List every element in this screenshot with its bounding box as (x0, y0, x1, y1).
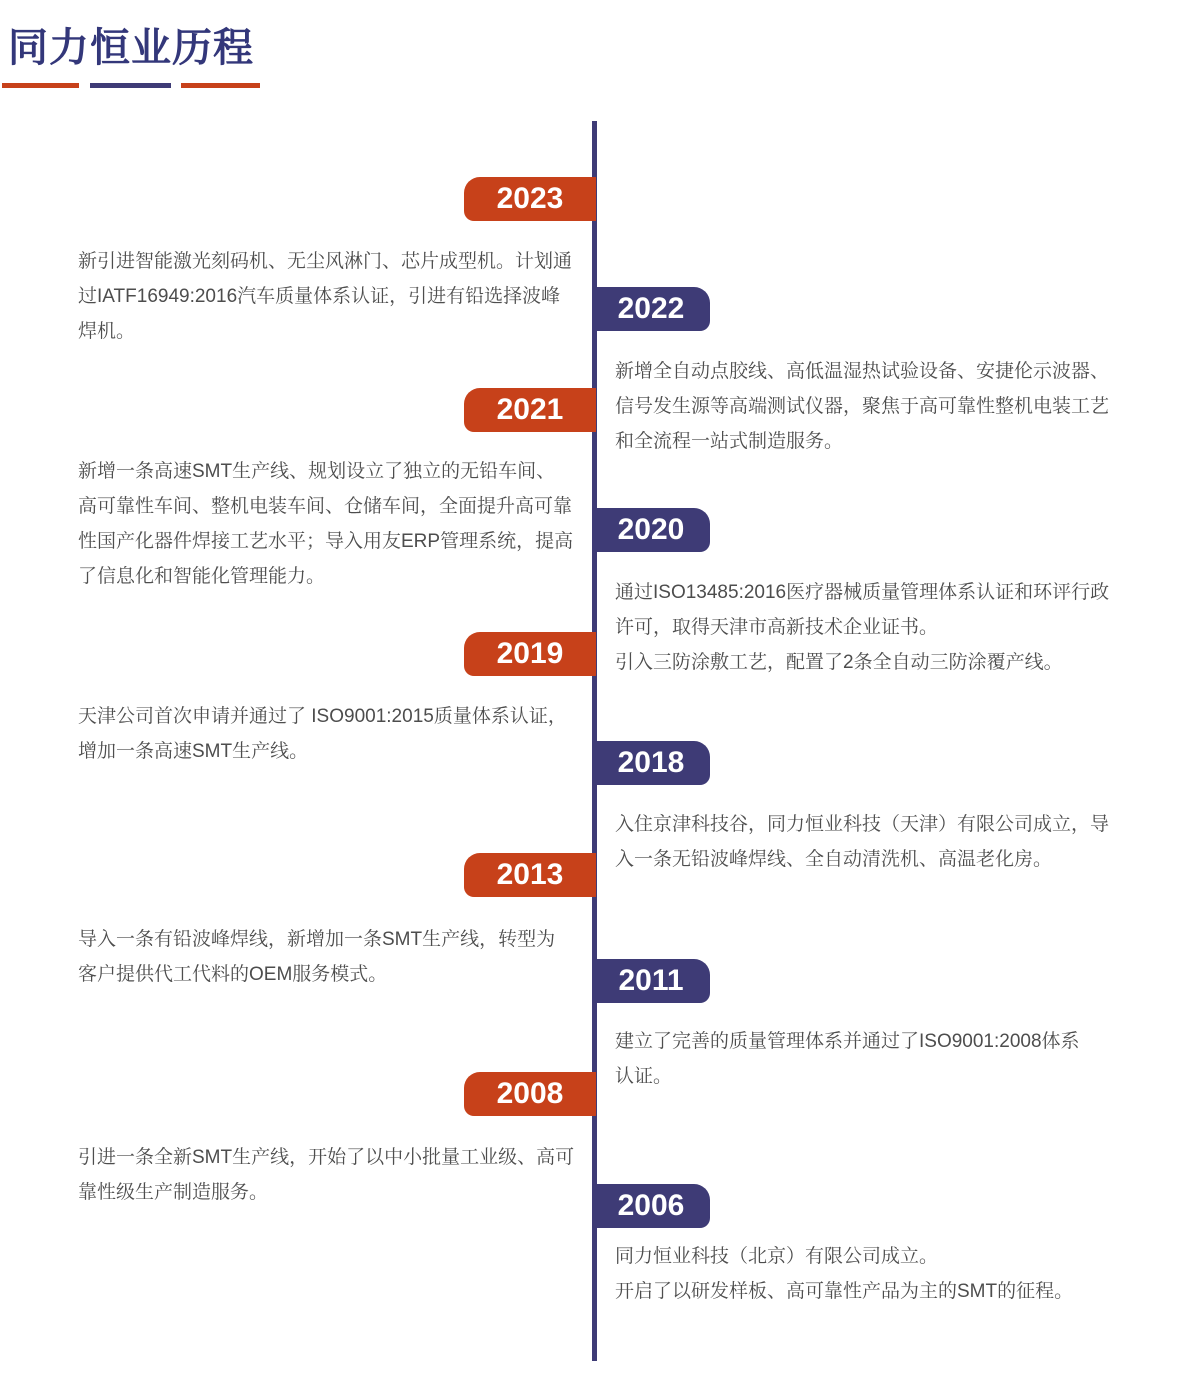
milestone-line: 新引进智能激光刻码机、无尘风淋门、芯片成型机。计划通 (78, 251, 573, 272)
title-underline-segment (2, 83, 79, 88)
milestone-text-2018 (615, 807, 1109, 877)
milestone-line: 入一条无铅波峰焊线、全自动清洗机、高温老化房。 (615, 849, 1053, 870)
milestone-line: 同力恒业科技（北京）有限公司成立。 (615, 1246, 939, 1267)
milestone-text-2011 (615, 1024, 1080, 1094)
milestone-line: 新增一条高速SMT生产线、规划设立了独立的无铅车间、 (78, 461, 556, 482)
milestone-line: 焊机。 (78, 321, 136, 342)
year-badge-2006: 2006 (592, 1184, 710, 1228)
milestone-line: 和全流程一站式制造服务。 (615, 431, 844, 452)
milestone-line: 增加一条高速SMT生产线。 (78, 741, 309, 762)
milestone-line: 客户提供代工代料的OEM服务模式。 (78, 964, 388, 985)
milestone-line: 建立了完善的质量管理体系并通过了ISO9001:2008体系 (615, 1031, 1080, 1052)
milestone-text-2022 (615, 354, 1109, 459)
milestone-text-2021 (78, 454, 573, 594)
milestone-text-2023 (78, 244, 572, 349)
year-badge-2013: 2013 (464, 853, 596, 897)
year-badge-2019: 2019 (464, 632, 596, 676)
milestone-line: 许可，取得天津市高新技术企业证书。 (615, 617, 939, 638)
milestone-text-2008 (78, 1140, 574, 1210)
year-badge-2020: 2020 (592, 508, 710, 552)
milestone-line: 新增全自动点胶线、高低温湿热试验设备、安捷伦示波器、 (615, 361, 1110, 382)
year-badge-2008: 2008 (464, 1072, 596, 1116)
milestone-line: 信号发生源等高端测试仪器，聚焦于高可靠性整机电装工艺 (615, 396, 1110, 417)
milestone-text-2006 (615, 1239, 1073, 1309)
milestone-line: 过IATF16949:2016汽车质量体系认证，引进有铅选择波峰 (78, 286, 561, 307)
milestone-line: 通过ISO13485:2016医疗器械质量管理体系认证和环评行政 (615, 582, 1110, 603)
page-title: 同力恒业历程 (8, 26, 254, 70)
year-badge-2011: 2011 (592, 959, 710, 1003)
milestone-text-2020 (615, 575, 1109, 680)
milestone-line: 靠性级生产制造服务。 (78, 1182, 269, 1203)
title-underline-segment (181, 83, 260, 88)
year-badge-2023: 2023 (464, 177, 596, 221)
milestone-text-2013 (78, 922, 555, 992)
milestone-text-2019 (78, 699, 567, 769)
year-badge-2018: 2018 (592, 741, 710, 785)
milestone-line: 入住京津科技谷，同力恒业科技（天津）有限公司成立，导 (615, 814, 1110, 835)
milestone-line: 引入三防涂敷工艺，配置了2条全自动三防涂覆产线。 (615, 652, 1063, 673)
milestone-line: 引进一条全新SMT生产线，开始了以中小批量工业级、高可 (78, 1147, 575, 1168)
milestone-line: 导入一条有铅波峰焊线，新增加一条SMT生产线，转型为 (78, 929, 556, 950)
title-underline-segment (90, 83, 171, 88)
milestone-line: 高可靠性车间、整机电装车间、仓储车间，全面提升高可靠 (78, 496, 573, 517)
milestone-line: 天津公司首次申请并通过了 ISO9001:2015质量体系认证， (78, 706, 567, 727)
milestone-line: 了信息化和智能化管理能力。 (78, 566, 326, 587)
milestone-line: 性国产化器件焊接工艺水平；导入用友ERP管理系统，提高 (78, 531, 574, 552)
year-badge-2021: 2021 (464, 388, 596, 432)
milestone-line: 认证。 (615, 1066, 673, 1087)
year-badge-2022: 2022 (592, 287, 710, 331)
milestone-line: 开启了以研发样板、高可靠性产品为主的SMT的征程。 (615, 1281, 1074, 1302)
